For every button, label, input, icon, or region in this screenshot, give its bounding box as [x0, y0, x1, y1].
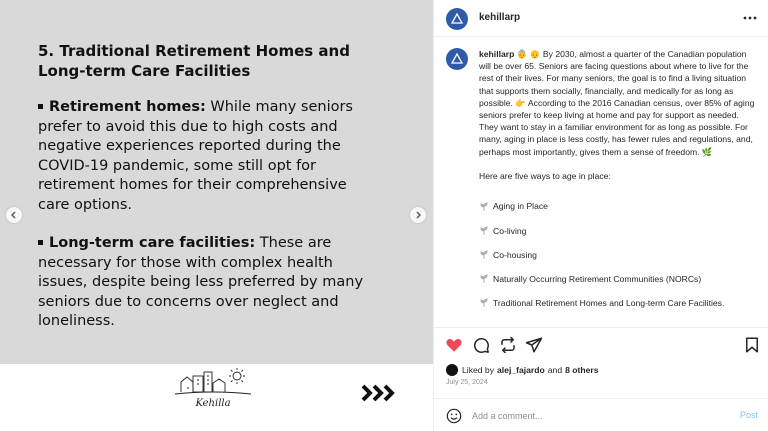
triple-chevron-icon [361, 383, 397, 403]
avatar[interactable] [446, 48, 468, 70]
likes-and: and [547, 365, 563, 375]
list-item-text: Co-housing [493, 249, 537, 260]
liker-avatar[interactable] [446, 364, 458, 376]
list-item [479, 267, 759, 291]
bullet-heading: Retirement homes: [49, 99, 206, 115]
triangle-logo-icon [450, 12, 464, 26]
carousel-prev-button[interactable] [6, 207, 22, 223]
bullet-text: These are necessary for those with complex health issues, despite being less preferred by many seniors due to concerns over neglect and loneliness. [38, 235, 364, 329]
list-item-text: Aging in Place [493, 201, 548, 212]
bullet-dot [38, 240, 43, 245]
username-link[interactable]: kehillarp [479, 12, 521, 23]
logo-text: Kehilla [195, 398, 231, 409]
post-actions [434, 327, 768, 431]
liker-username[interactable]: alej_fajardo [497, 365, 545, 375]
list-item-text: Naturally Occurring Retirement Communities (NORCs) [493, 273, 702, 284]
bullet-text: While many seniors prefer to avoid this due to high costs and negative experiences reported during the COVID-19 pandemic, some still opt for retirement homes for their comprehensive care options. [38, 99, 353, 213]
more-options-icon[interactable] [740, 10, 760, 26]
bookmark-icon[interactable] [743, 336, 761, 354]
list-item [479, 291, 759, 315]
bullet-heading: Long-term care facilities: [49, 235, 256, 251]
triangle-logo-icon [450, 52, 464, 66]
caption-intro [479, 48, 759, 158]
list-item [479, 243, 759, 267]
chevron-right-icon [414, 211, 422, 219]
comment-row [434, 398, 768, 431]
post-header [434, 0, 768, 37]
comment-icon[interactable] [472, 336, 490, 354]
caption-username[interactable]: kehillarp [479, 49, 515, 59]
chevron-left-icon [10, 211, 18, 219]
likes-prefix: Liked by [462, 365, 495, 375]
bullet-dot [38, 104, 43, 109]
slide-title: 5. Traditional Retirement Homes and Long-term Care Facilities [38, 42, 350, 80]
likes-summary [446, 364, 602, 376]
post-panel [433, 0, 768, 431]
seedling-emoji-icon [479, 298, 489, 308]
list-item [479, 194, 759, 218]
post-comment-button[interactable]: Post [740, 410, 759, 420]
bullet-long-term-care [38, 234, 368, 332]
kehilla-logo [173, 366, 253, 412]
avatar[interactable] [446, 8, 468, 30]
bullet-retirement-homes [38, 98, 368, 215]
list-item-text: Co-living [493, 225, 527, 236]
caption-text: 👵 👴 By 2030, almost a quarter of the Canadian population will be over 65. Seniors are facing questions about where to live for the rest of their lives. For many seniors, the goal is to find a living situation that supports them socially, financially, and medically for as long as possible. 👉 According to the 2016 Canadian census, over 85% of aging seniors prefer to keep living at home and pay for support as needed. They want to stay in a familiar environment for as long as possible. For many, aging in place is less costly, has fewer rules and regulations, and, perhaps most importantly, gives them a sense of freedom. 🌿 [479, 49, 755, 157]
likes-others[interactable]: 8 others [565, 365, 599, 375]
seedling-emoji-icon [479, 202, 489, 212]
seedling-emoji-icon [479, 274, 489, 284]
caption-list-heading: Here are five ways to age in place: [479, 171, 611, 182]
share-icon[interactable] [525, 336, 543, 354]
caption-area [434, 38, 768, 327]
post-date[interactable]: July 25, 2024 [446, 379, 488, 386]
repost-icon[interactable] [499, 336, 517, 354]
heart-icon[interactable] [445, 336, 463, 354]
comment-input[interactable] [472, 409, 712, 423]
seedling-emoji-icon [479, 226, 489, 236]
seedling-emoji-icon [479, 250, 489, 260]
list-item [479, 219, 759, 243]
carousel-next-button[interactable] [410, 207, 426, 223]
list-item-text: Traditional Retirement Homes and Long-term Care Facilities. [493, 298, 725, 309]
emoji-icon[interactable] [446, 408, 462, 424]
caption [479, 48, 759, 315]
